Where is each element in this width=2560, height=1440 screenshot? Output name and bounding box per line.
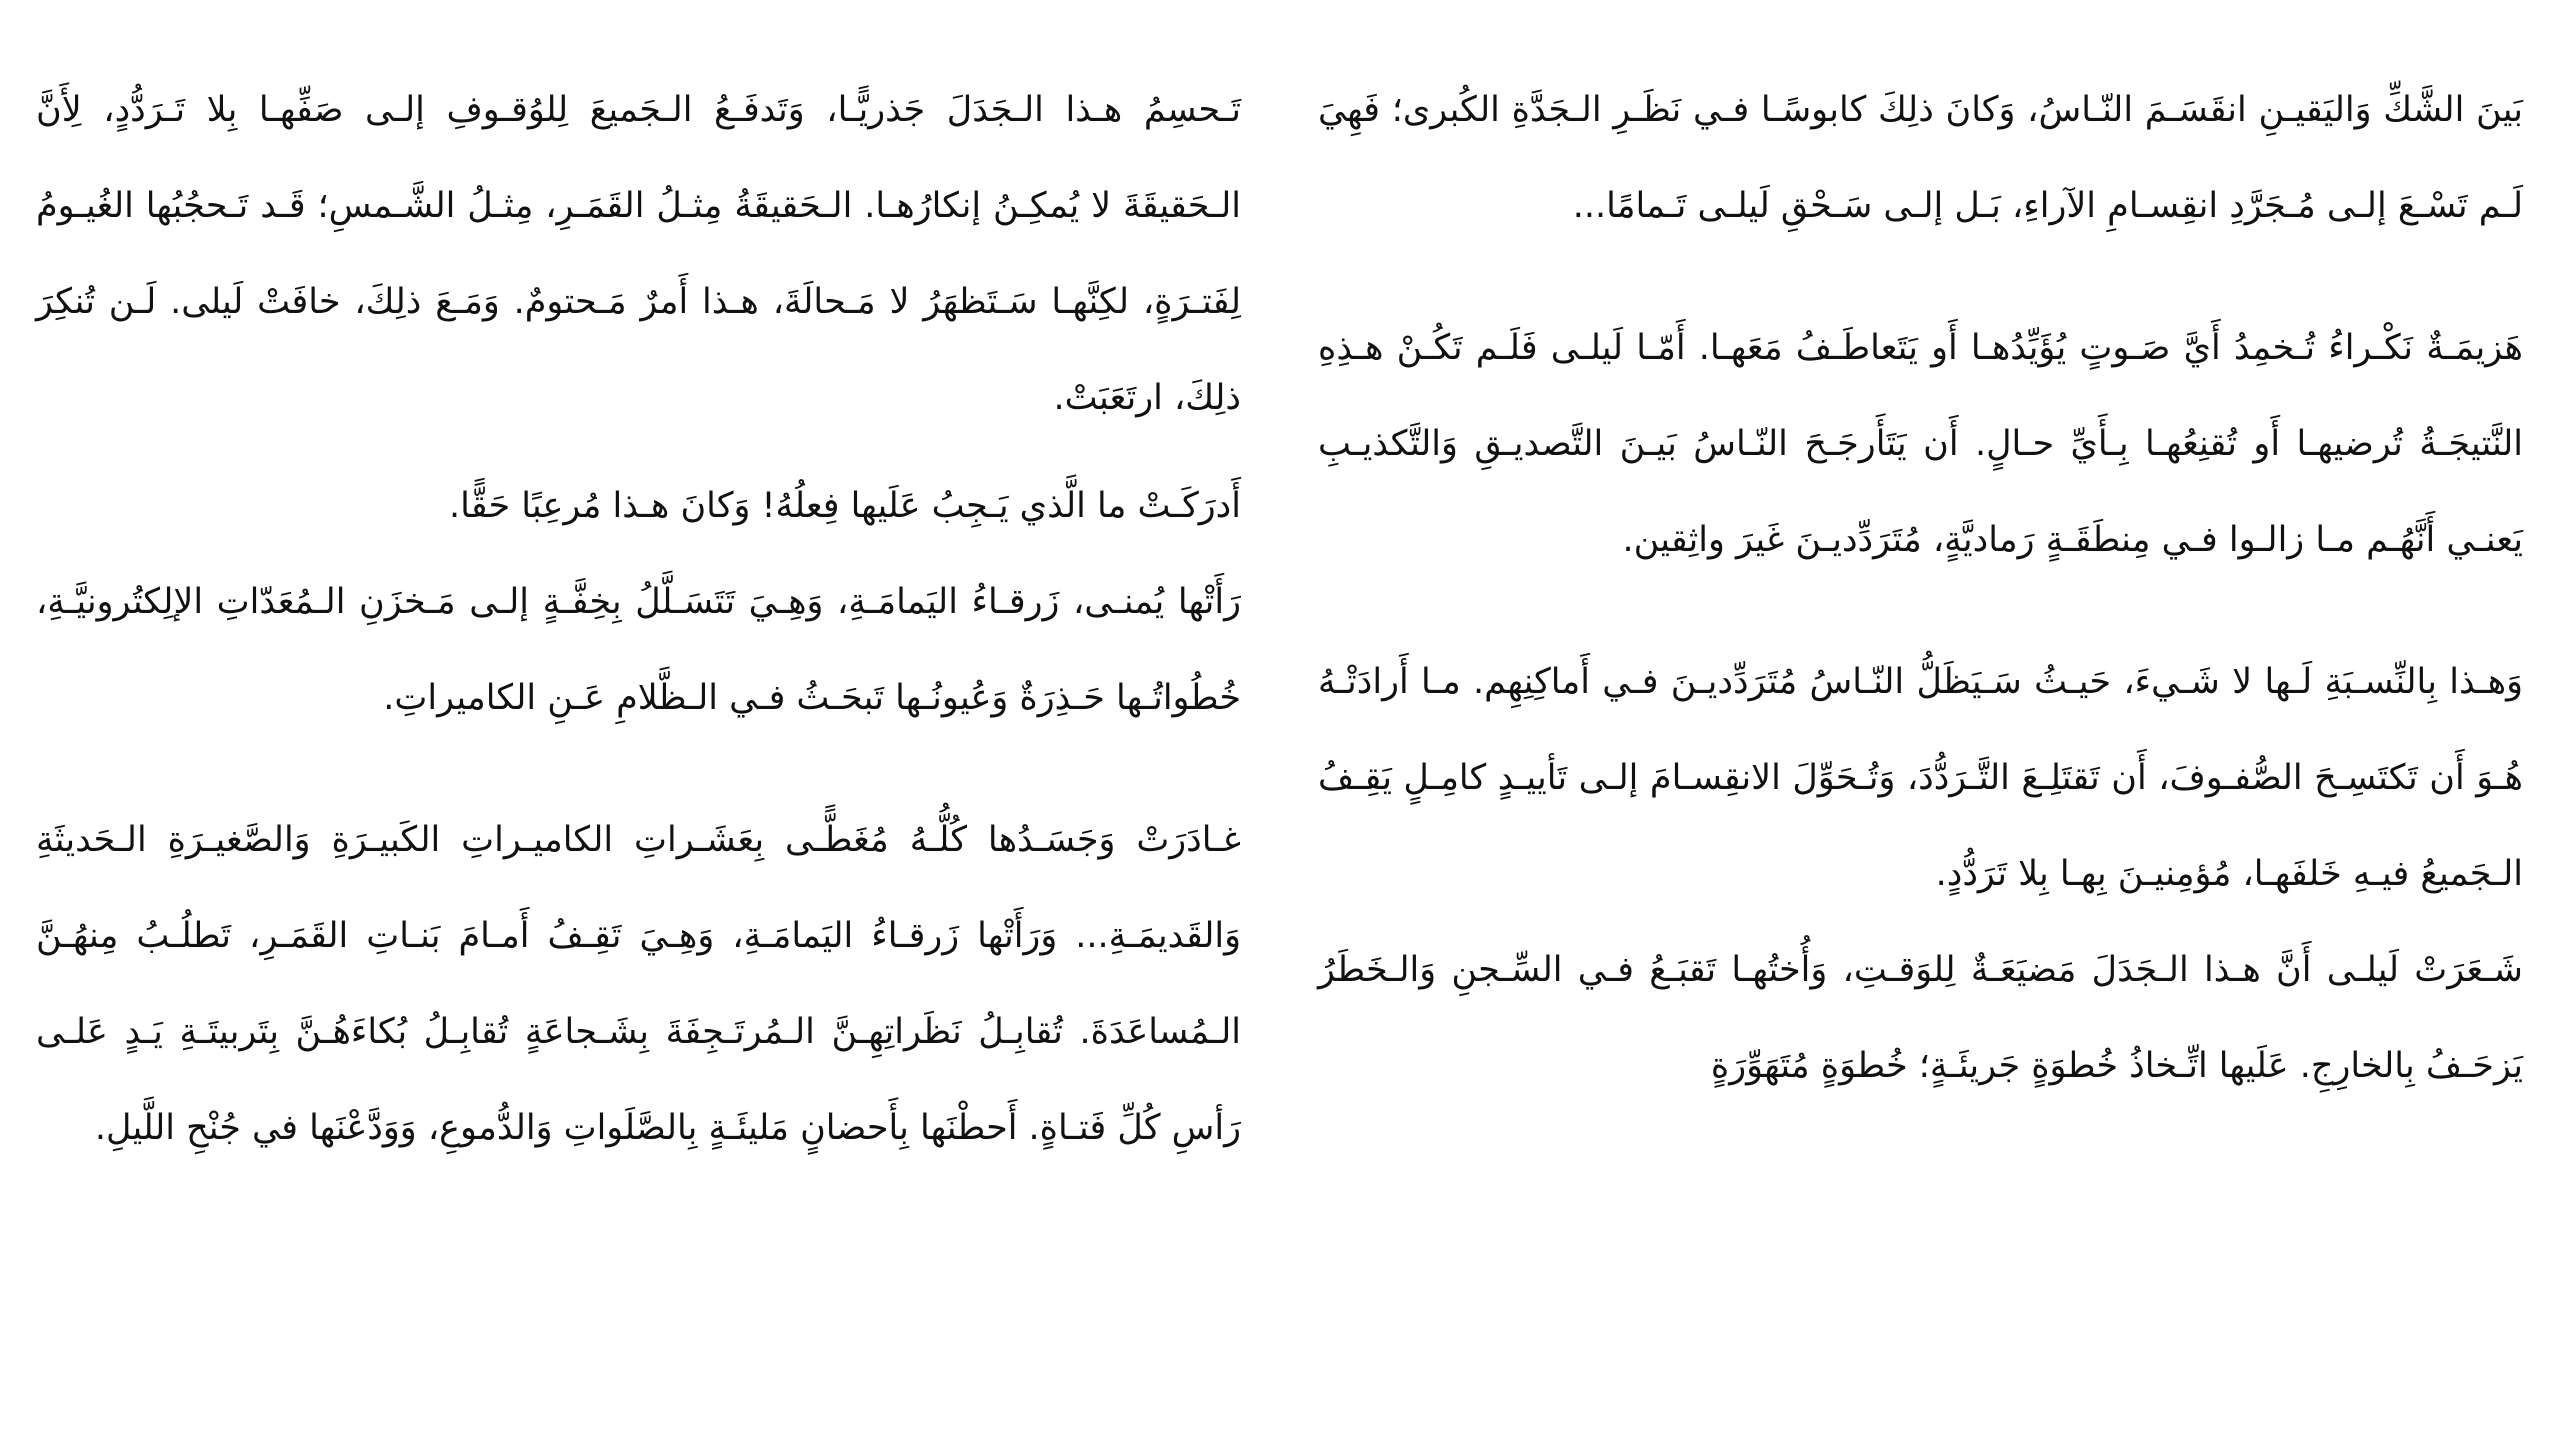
right-page-text — [1318, 62, 2523, 1114]
paragraph: بَينَ الشَّكِّ وَاليَقيـنِ انقَسَـمَ النّـاسُ، وَكانَ ذلِكَ كابوسًـا فـي نَظَـرِ الـجَدَّةِ الكُبرى؛ فَهِيَ لَـم تَسْـعَ إلـى مُـجَرَّدِ انقِسـامِ الآراءِ، بَـل إلـى سَـحْقِ لَيلـى تَـمامًا... — [1318, 90, 2523, 226]
paragraph: تَـحسِمُ هـذا الـجَدَلَ جَذريًّـا، وَتَدفَـعُ الـجَميعَ لِلوُقـوفِ إلـى صَفِّهـا بِلا تَـرَدُّدٍ، لِأَنَّ الـحَقيقَةَ لا يُمكِـنُ إنكارُهـا. الـحَقيقَةُ مِثـلُ القَمَـرِ، مِثـلُ الشَّـمسِ؛ قَـد تَـحجُبُها الغُيـومُ لِفَتـرَةٍ، لكِنَّهـا سَـتَظهَرُ لا مَـحالَةَ، هـذا أَمرٌ مَـحتومٌ. وَمَـعَ ذلِكَ، خافَتْ لَيلى. لَـن تُنكِرَ ذلِكَ، ارتَعَبَتْ. — [36, 90, 1241, 418]
paragraph: هَزيمَـةٌ نَكْـراءُ تُـخمِدُ أَيَّ صَـوتٍ يُؤَيِّدُهـا أَو يَتَعاطَـفُ مَعَهـا. أَمّـا لَيلـى فَلَـم تَكُـنْ هـذِهِ النَّتيجَـةُ تُرضيهـا أَو تُقنِعُهـا بِـأَيِّ حـالٍ. أَن يَتَأَرجَـحَ النّـاسُ بَيـنَ التَّصديـقِ وَالتَّكذيـبِ يَعنـي أَنَّهُـم مـا زالـوا فـي مِنطَقَـةٍ رَماديَّةٍ، مُتَرَدِّديـنَ غَيرَ واثِقين. — [1318, 328, 2523, 560]
paragraph: وَهـذا بِالنِّسـبَةِ لَـها لا شَـيءَ، حَيـثُ سَـيَظَلُّ النّـاسُ مُتَرَدِّديـنَ فـي أَماكِنِهِم. مـا أَرادَتْـهُ هُـوَ أَن تَكتَسِـحَ الصُّفـوفَ، أَن تَقتَلِـعَ التَّـرَدُّدَ، وَتُـحَوِّلَ الانقِسـامَ إلـى تَأييـدٍ كامِـلٍ يَقِـفُ الـجَميعُ فيـهِ خَلفَهـا، مُؤمِنيـنَ بِهـا بِلا تَرَدُّدٍ. — [1318, 662, 2523, 894]
paragraph: رَأَتْها يُمنـى، زَرقـاءُ اليَمامَـةِ، وَهِـيَ تَتَسَـلَّلُ بِخِفَّـةٍ إلـى مَـخزَنِ الـمُعَدّاتِ الإلِكتُرونيَّـةِ، خُطُواتُـها حَـذِرَةٌ وَعُيونُـها تَبحَـثُ فـي الـظَّلامِ عَـنِ الكاميراتِ. — [36, 582, 1241, 718]
paragraph: غـادَرَتْ وَجَسَـدُها كُلُّـهُ مُغَطًّـى بِعَشَـراتِ الكاميـراتِ الكَبيـرَةِ وَالصَّغيـرَةِ الـحَديثَةِ وَالقَديمَـةِ... وَرَأَتْها زَرقـاءُ اليَمامَـةِ، وَهِـيَ تَقِـفُ أَمـامَ بَنـاتِ القَمَـرِ، تَطلُـبُ مِنهُـنَّ الـمُساعَدَةَ. تُقابِـلُ نَظَراتِهِـنَّ الـمُرتَـجِفَةَ بِشَـجاعَةٍ تُقابِـلُ بُكاءَهُـنَّ بِتَربيتَـةِ يَـدٍ عَلـى رَأسِ كُلِّ فَتـاةٍ. أَحطْنَها بِأَحضانٍ مَليئَـةٍ بِالصَّلَواتِ وَالدُّموعِ، وَوَدَّعْنَها في جُنْحِ اللَّيلِ. — [36, 820, 1241, 1148]
paragraph: أَدرَكَـتْ ما الَّذي يَـجِبُ عَلَيها فِعلُهُ! وَكانَ هـذا مُرعِبًا حَقًّا. — [448, 486, 1241, 526]
left-page-text — [36, 62, 1241, 1176]
paragraph: شَـعَرَتْ لَيلـى أَنَّ هـذا الـجَدَلَ مَضيَعَـةٌ لِلوَقـتِ، وَأُختُهـا تَقبَـعُ فـي السِّـجنِ وَالـخَطَرُ يَزحَـفُ بِالخارِجِ. عَلَيها اتِّـخاذُ خُطوَةٍ جَريئَـةٍ؛ خُطوَةٍ مُتَهَوِّرَةٍ — [1318, 950, 2523, 1086]
